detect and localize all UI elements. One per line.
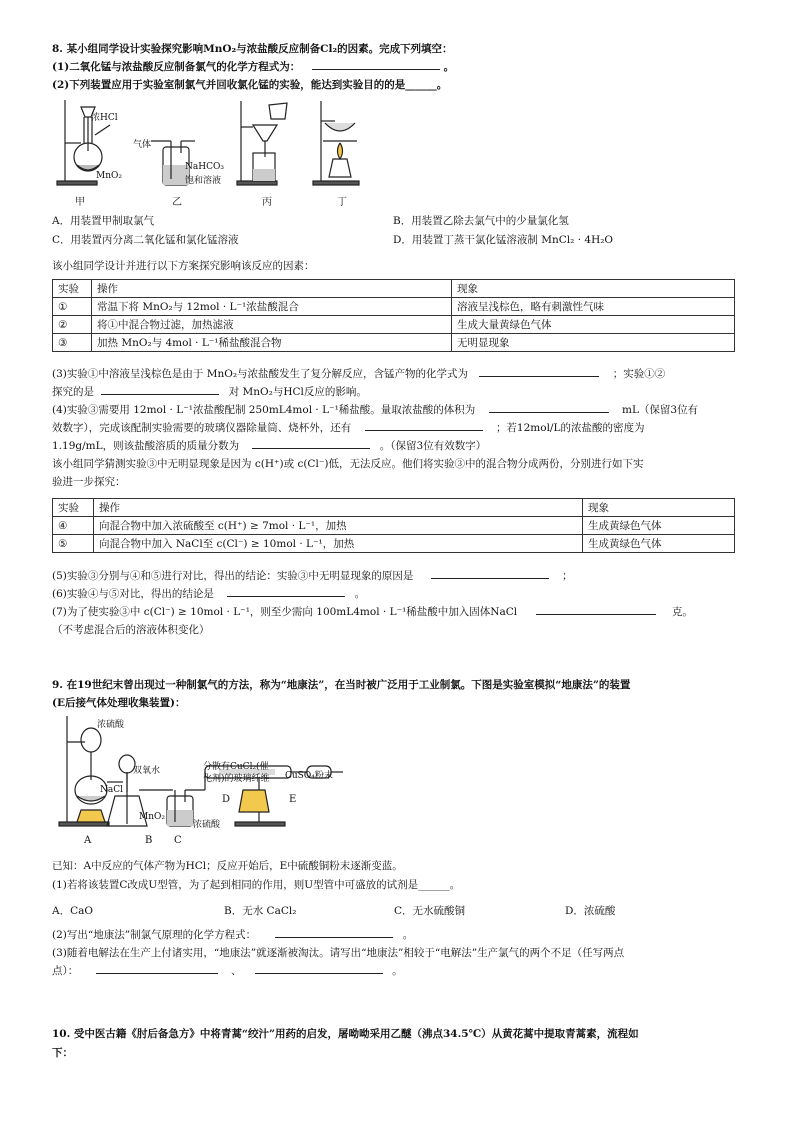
q8-part7-end: 克。 <box>671 606 693 618</box>
label-bing: 丙 <box>262 197 272 208</box>
label-cucl2-line1: 分散有CuCl₂(催 <box>203 762 269 772</box>
label-A: A <box>84 835 92 846</box>
q8-plan-intro: 该小组同学设计并进行以下方案探究影响该反应的因素： <box>52 260 315 272</box>
q8-part5-end: ； <box>562 570 573 582</box>
table-cell: 常温下将 MnO₂与 12mol · L⁻¹浓盐酸混合 <box>92 298 452 316</box>
q8-part4-line3 <box>52 438 486 453</box>
table-header-cell: 实验 <box>53 499 94 517</box>
label-ding: 丁 <box>337 197 347 208</box>
q8-part5 <box>52 568 573 583</box>
table-header-cell: 现象 <box>583 499 735 517</box>
q8-part1 <box>52 59 454 74</box>
label-cucl2-line2: 化剂)的玻璃纤维 <box>203 774 270 784</box>
label-yi: 乙 <box>172 197 182 208</box>
q8-part6-blank[interactable] <box>227 586 345 597</box>
label-nacl: NaCl <box>100 785 124 795</box>
table-row <box>53 535 735 553</box>
table-cell: 向混合物中加入 NaCl至 c(Cl⁻) ≥ 10mol · L⁻¹，加热 <box>94 535 583 553</box>
table-header-row <box>53 280 735 298</box>
table-header-row <box>53 499 735 517</box>
q9-part3-sep: 、 <box>230 965 242 977</box>
q8-part4-blank3[interactable] <box>252 438 370 449</box>
table-row <box>53 316 735 334</box>
table-cell: ② <box>53 316 92 334</box>
table-cell: 无明显现象 <box>452 334 735 352</box>
q8-part4-blank2[interactable] <box>365 420 483 431</box>
q8-part3-text2: ；实验①② <box>612 368 666 380</box>
q9-part3-end: 。 <box>392 965 403 977</box>
table-cell: ④ <box>53 517 94 535</box>
table-cell: ③ <box>53 334 92 352</box>
q8-part6-end: 。 <box>354 588 366 600</box>
label-h2so4-c: 浓硫酸 <box>193 820 221 830</box>
label-cuso4: CuSO₄粉末 <box>285 771 333 781</box>
q8-guess-line2: 验进一步探究： <box>52 476 126 488</box>
q8-part4-text6: 。（保留3位有效数字） <box>379 440 487 452</box>
label-mno2: MnO₂ <box>96 171 122 181</box>
q8-part3-blank2[interactable] <box>101 384 219 395</box>
table-cell: 溶液呈浅棕色，略有刺激性气味 <box>452 298 735 316</box>
apparatus-ding <box>313 101 359 185</box>
label-B: B <box>145 835 153 846</box>
q9-title-line1: 9. 在19世纪末曾出现过一种制氯气的方法，称为“地康法”，在当时被广泛用于工业制氯。下图是实验室模拟“地康法”的装置 <box>52 679 631 691</box>
q8-title: 8. 某小组同学设计实验探究影响MnO₂与浓盐酸反应制备Cl₂的因素。完成下列填空： <box>52 43 453 55</box>
q8-guess-line1: 该小组同学猜测实验③中无明显现象是因为 c(H⁺)或 c(Cl⁻)低，无法反应。他们将实验③中的混合物分成两份，分别进行如下实 <box>52 458 644 470</box>
q9-option-b[interactable]: B．无水 CaCl₂ <box>224 905 297 917</box>
table-header-cell: 操作 <box>92 280 452 298</box>
q8-part5-text: (5)实验③分别与④和⑤进行对比，得出的结论：实验③中无明显现象的原因是 <box>52 570 414 582</box>
q9-part3-text: 点）： <box>52 965 79 977</box>
q8-part4-line1 <box>52 402 698 417</box>
label-nahco3: NaHCO₃ <box>185 162 224 172</box>
q8-part4-line2 <box>52 420 644 435</box>
q8-part2: (2)下列装置应用于实验室制氯气并回收氯化锰的实验，能达到实验目的的是______。 <box>52 79 448 91</box>
table-cell: 生成黄绿色气体 <box>583 517 735 535</box>
q8-option-a[interactable]: A．用装置甲制取氯气 <box>52 215 155 227</box>
q9-part2 <box>52 927 413 942</box>
q10-title-line2: 下： <box>52 1047 73 1059</box>
table-row <box>53 334 735 352</box>
q9-part1: (1)若将该装置C改成U型管，为了起到相同的作用，则U型管中可盛放的试剂是______。 <box>52 879 461 891</box>
label-h2o2: 双氧水 <box>133 766 161 776</box>
q9-part2-text: (2)写出“地康法”制氯气原理的化学方程式： <box>52 929 257 941</box>
table-cell: ⑤ <box>53 535 94 553</box>
q8-table2 <box>52 498 735 553</box>
q8-part6-text: (6)实验④与⑤对比，得出的结论是 <box>52 588 214 600</box>
apparatus-bing <box>237 101 287 185</box>
q9-title-line2: (E后接气体处理收集装置)： <box>52 697 186 709</box>
table-header-cell: 操作 <box>94 499 583 517</box>
q8-part3-text: (3)实验①中溶液呈浅棕色是由于 MnO₂与浓盐酸发生了复分解反应，含锰产物的化学式为 <box>52 368 469 380</box>
q9-known: 已知：A中反应的气体产物为HCl；反应开始后，E中硫酸铜粉末逐渐变蓝。 <box>52 860 403 872</box>
q8-option-b[interactable]: B．用装置乙除去氯气中的少量氯化氢 <box>393 215 569 227</box>
q9-part2-end: 。 <box>402 929 414 941</box>
q8-option-c[interactable]: C．用装置丙分离二氧化锰和氯化锰溶液 <box>52 234 239 246</box>
q8-part4-text4: ；若12mol/L的浓盐酸的密度为 <box>495 422 645 434</box>
q9-part3-blank1[interactable] <box>96 963 218 974</box>
q9-part3-blank2[interactable] <box>255 963 383 974</box>
label-E: E <box>289 794 297 805</box>
q8-part7-blank[interactable] <box>536 604 656 615</box>
q8-part7-note: （不考虑混合后的溶液体积变化） <box>52 624 210 636</box>
label-D: D <box>222 794 231 805</box>
label-jia: 甲 <box>75 197 85 208</box>
label-hcl: 浓HCl <box>91 113 118 123</box>
q9-part3-line2 <box>52 963 403 978</box>
q8-part4-blank1[interactable] <box>489 402 609 413</box>
q8-part1-end: 。 <box>443 61 455 73</box>
q8-part3-line1 <box>52 366 665 381</box>
q8-part4-text3: 效数字），完成该配制实验需要的玻璃仪器除量筒、烧杯外，还有 <box>52 422 352 434</box>
q8-part4-text: (4)实验③需要用 12mol · L⁻¹浓盐酸配制 250mL4mol · L⁻¹稀盐酸。量取浓盐酸的体积为 <box>52 404 476 416</box>
q8-part7-text: (7)为了使实验③中 c(Cl⁻) ≥ 10mol · L⁻¹，则至少需向 100mL4mol · L⁻¹稀盐酸中加入固体NaCl <box>52 606 518 618</box>
q8-part4-text5: 1.19g/mL，则该盐酸溶质的质量分数为 <box>52 440 240 452</box>
q8-part3-line2 <box>52 384 367 399</box>
table-cell: 生成大量黄绿色气体 <box>452 316 735 334</box>
label-gas: 气体 <box>133 140 152 150</box>
table-row <box>53 517 735 535</box>
q8-part5-blank[interactable] <box>431 568 549 579</box>
q9-part2-blank[interactable] <box>275 927 393 938</box>
q10-title-line1: 10. 受中医古籍《肘后备急方》中将青蒿“绞汁”用药的启发，屠呦呦采用乙醚（沸点34.5℃）从黄花蒿中提取青蒿素，流程如 <box>52 1028 639 1040</box>
q8-part7 <box>52 604 693 619</box>
table-header-cell: 实验 <box>53 280 92 298</box>
table-header-cell: 现象 <box>452 280 735 298</box>
table-cell: 加热 MnO₂与 4mol · L⁻¹稀盐酸混合物 <box>92 334 452 352</box>
table-cell: ① <box>53 298 92 316</box>
table-cell: 生成黄绿色气体 <box>583 535 735 553</box>
q9-option-a[interactable]: A．CaO <box>52 905 93 917</box>
table-cell: 将①中混合物过滤，加热滤液 <box>92 316 452 334</box>
q8-table1 <box>52 279 735 352</box>
label-h2so4-top: 浓硫酸 <box>97 720 125 730</box>
q9-option-d[interactable]: D．浓硫酸 <box>565 905 616 917</box>
q8-part1-blank[interactable] <box>312 59 440 70</box>
q8-part3-text4: 对 MnO₂与HCl反应的影响。 <box>228 386 367 398</box>
label-mno2-b: MnO₂ <box>139 812 165 822</box>
q8-part1-text: (1)二氧化锰与浓盐酸反应制备氯气的化学方程式为： <box>52 61 301 73</box>
q9-part3-line1: (3)随着电解法在生产上付诸实用，“地康法”就逐渐被淘汰。请写出“地康法”相较于“电解法”生产氯气的两个不足（任写两点 <box>52 947 625 959</box>
q8-option-d[interactable]: D．用装置丁蒸干氯化锰溶液制 MnCl₂ · 4H₂O <box>393 234 614 246</box>
q8-part3-text3: 探究的是 <box>52 386 94 398</box>
label-saturated: 饱和溶液 <box>185 176 222 186</box>
table-row <box>53 298 735 316</box>
q8-part6 <box>52 586 365 601</box>
label-C: C <box>174 835 182 846</box>
q9-option-c[interactable]: C．无水硫酸铜 <box>394 905 466 917</box>
table-cell: 向混合物中加入浓硫酸至 c(H⁺) ≥ 7mol · L⁻¹，加热 <box>94 517 583 535</box>
q8-part3-blank1[interactable] <box>479 366 599 377</box>
q8-part4-text2: mL（保留3位有 <box>622 404 699 416</box>
